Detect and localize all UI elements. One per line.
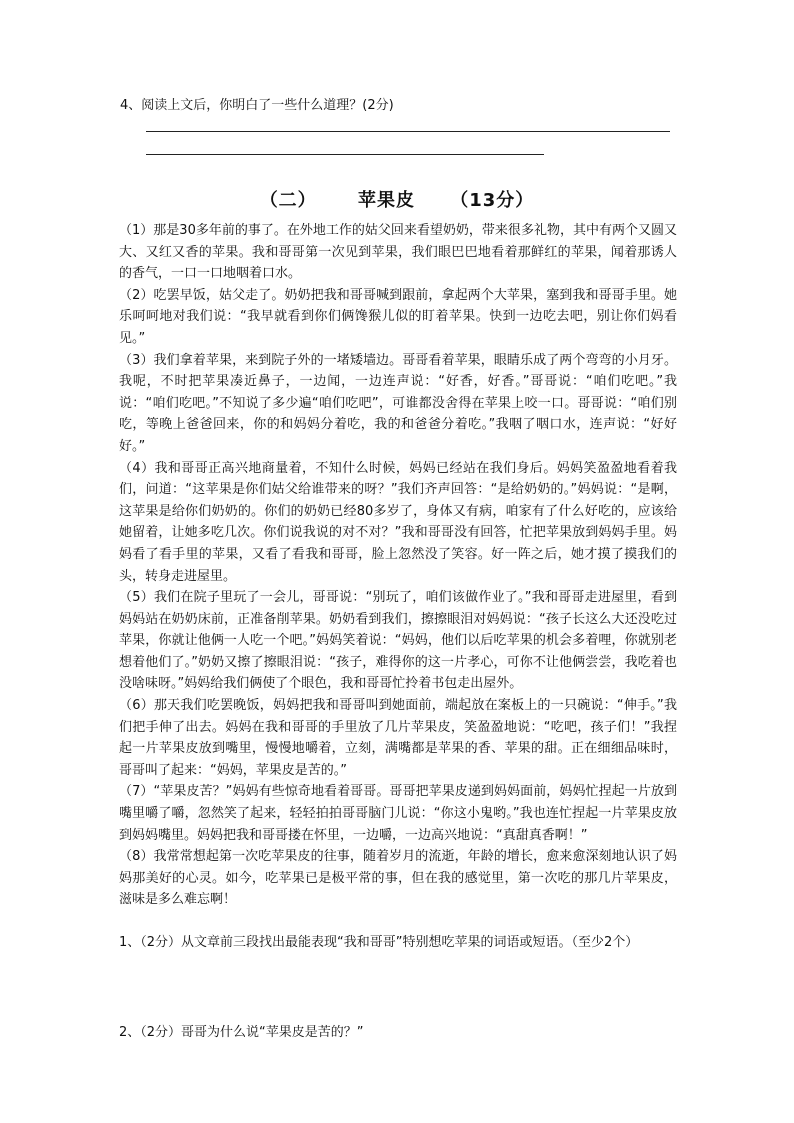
paragraph-4: （4）我和哥哥正高兴地商量着，不知什么时候，妈妈已经站在我们身后。妈妈笑盈盈地看着我们，问道：“这苹果是你们姑父给谁带来的呀？”我们齐声回答：“是给奶奶的。”妈妈说：“是啊，这苹果是给你们奶奶的。你们的奶奶已经80多岁了，身体又有病，咱家有了什么好吃的，应该给她留着，让她多吃几次。你们说我说的对不对？”我和哥哥没有回答，忙把苹果放到妈妈手里。妈妈看了看手里的苹果，又看了看我和哥哥，脸上忽然没了笑容。好一阵之后，她才摸了摸我们的头，转身走进屋里。 (119, 460, 677, 584)
paragraph-1: （1）那是30多年前的事了。在外地工作的姑父回来看望奶奶，带来很多礼物，其中有两个又圆又大、又红又香的苹果。我和哥哥第一次见到苹果，我们眼巴巴地看着那鲜红的苹果，闻着那诱人的香气，一口一口地咽着口水。 (119, 223, 677, 282)
paragraph-5: （5）我们在院子里玩了一会儿，哥哥说：“别玩了，咱们该做作业了。”我和哥哥走进屋里，看到妈妈站在奶奶床前，正准备削苹果。奶奶看到我们，擦擦眼泪对妈妈说：“孩子长这么大还没吃过苹果，你就让他俩一人吃一个吧。”妈妈笑着说：“妈妈，他们以后吃苹果的机会多着哩，你就别老想着他们了。”奶奶又擦了擦眼泪说：“孩子，难得你的这一片孝心，可你不让他俩尝尝，我吃着也没啥味呀。”妈妈给我们俩使了个眼色，我和哥哥忙拎着书包走出屋外。 (119, 590, 677, 692)
question-1: 1、（2分）从文章前三段找出最能表现“我和哥哥”特别想吃苹果的词语或短语。（至少2个） (119, 935, 639, 950)
question-4: 4、阅读上文后，你明白了一些什么道理？(2分) (120, 98, 394, 113)
answer-line-1[interactable] (146, 131, 670, 132)
section-part: （二） (259, 190, 317, 211)
section-title (0, 190, 794, 212)
article-body (119, 220, 677, 911)
paragraph-3: （3）我们拿着苹果，来到院子外的一堵矮墙边。哥哥看着苹果，眼睛乐成了两个弯弯的小月牙。我呢，不时把苹果凑近鼻子，一边闻，一边连声说：“好香，好香。”哥哥说：“咱们吃吧。”我说：“咱们吃吧。”不知说了多少遍“咱们吃吧”，可谁都没舍得在苹果上咬一口。哥哥说：“咱们别吃，等晚上爸爸回来，你的和妈妈分着吃，我的和爸爸分着吃。”我咽了咽口水，连声说：“好好好。” (119, 352, 677, 454)
paragraph-8: （8）我常常想起第一次吃苹果皮的往事，随着岁月的流逝，年龄的增长，愈来愈深刻地认识了妈妈那美好的心灵。如今，吃苹果已是极平常的事，但在我的感觉里，第一次吃的那几片苹果皮，滋味是多么难忘啊！ (119, 849, 677, 908)
paragraph-6: （6）那天我们吃罢晚饭，妈妈把我和哥哥叫到她面前，端起放在案板上的一只碗说：“伸手。”我们把手伸了出去。妈妈在我和哥哥的手里放了几片苹果皮，笑盈盈地说：“吃吧，孩子们！”我捏起一片苹果皮放到嘴里，慢慢地嚼着，立刻，满嘴都是苹果的香、苹果的甜。正在细细品味时，哥哥叫了起来：“妈妈，苹果皮是苦的。” (119, 698, 677, 778)
section-name: 苹果皮 (357, 190, 415, 211)
paragraph-7: （7）“苹果皮苦？”妈妈有些惊奇地看着哥哥。哥哥把苹果皮递到妈妈面前，妈妈忙捏起一片放到嘴里嚼了嚼，忽然笑了起来，轻轻拍拍哥哥脑门儿说：“你这小鬼哟。”我也连忙捏起一片苹果皮放到妈妈嘴里。妈妈把我和哥哥搂在怀里，一边嚼，一边高兴地说：“真甜真香啊！” (119, 784, 677, 843)
paragraph-2: （2）吃罢早饭，姑父走了。奶奶把我和哥哥喊到跟前，拿起两个大苹果，塞到我和哥哥手里。她乐呵呵地对我们说：“我早就看到你们俩馋猴儿似的盯着苹果。快到一边吃去吧，别让你们妈看见。” (119, 287, 677, 346)
question-2: 2、（2分）哥哥为什么说“苹果皮是苦的？” (119, 1025, 364, 1040)
section-score: （13分） (450, 190, 535, 211)
answer-line-2[interactable] (146, 154, 544, 155)
